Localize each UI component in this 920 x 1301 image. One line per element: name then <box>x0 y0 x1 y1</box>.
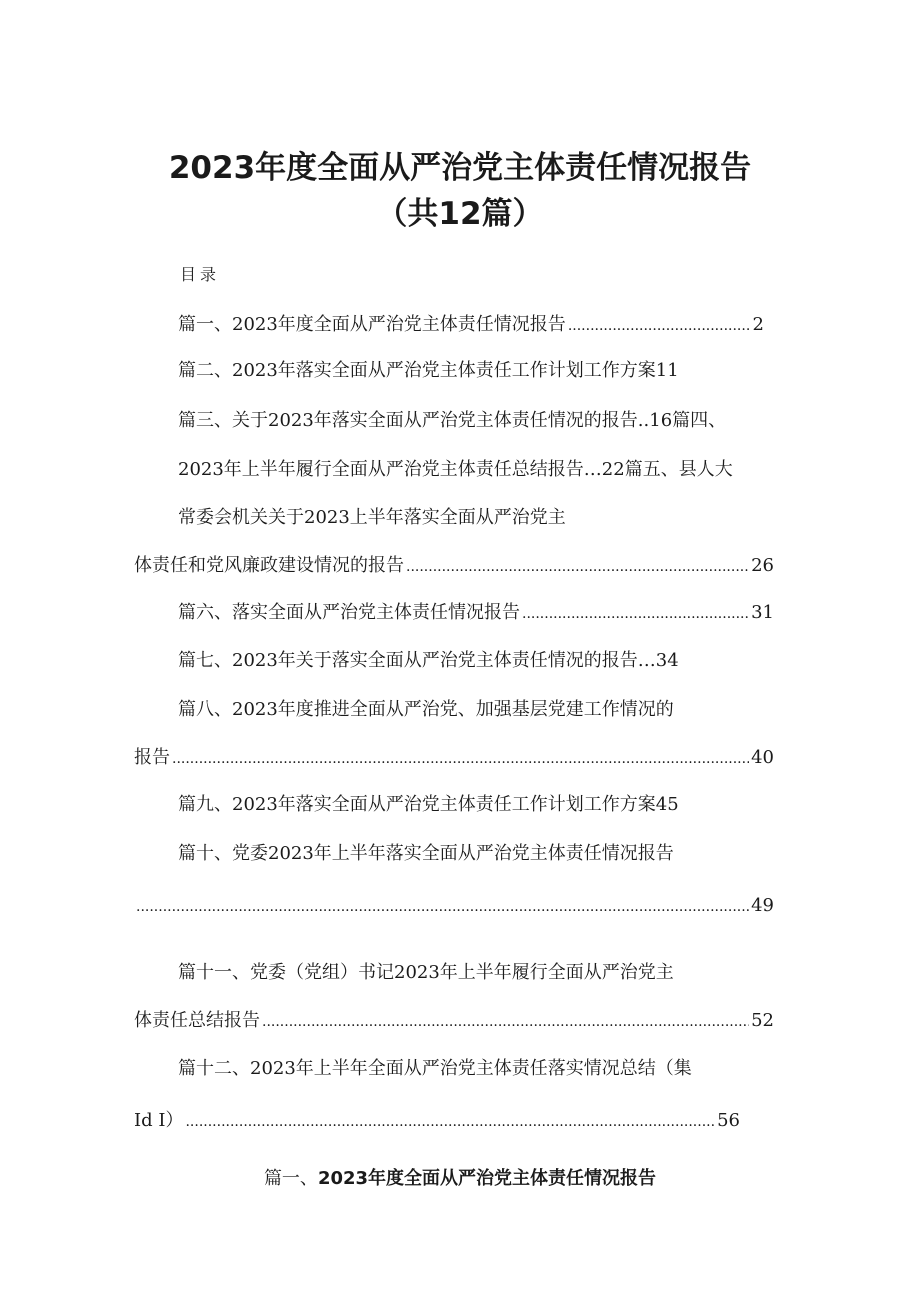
toc-leader-dots <box>406 554 749 580</box>
toc-entry-16: 篇十二、2023年上半年全面从严治党主体责任落实情况总结（集 <box>178 1058 692 1079</box>
document-title: 2023年度全面从严治党主体责任情况报告 <box>168 150 752 186</box>
toc-leader-dots <box>262 1009 749 1035</box>
section-prefix: 篇一、 <box>263 1168 318 1189</box>
section-title: 2023年度全面从严治党主体责任情况报告 <box>317 1168 657 1189</box>
toc-leader-dots <box>568 313 751 339</box>
document-subtitle: （共12篇） <box>376 196 544 232</box>
toc-entry-3: 篇三、关于2023年落实全面从严治党主体责任情况的报告..16篇四、 <box>178 410 727 431</box>
toc-entry-5: 常委会机关关于2023上半年落实全面从严治党主 <box>178 507 566 528</box>
toc-heading: 目录 <box>180 265 221 284</box>
toc-entry-text: 体责任总结报告 <box>134 1010 260 1031</box>
toc-entry-7 <box>178 600 774 627</box>
toc-page-number: 49 <box>751 895 774 916</box>
toc-entry-8: 篇七、2023年关于落实全面从严治党主体责任情况的报告…34 <box>178 650 679 671</box>
toc-page-number: 52 <box>751 1010 774 1031</box>
toc-entry-4: 2023年上半年履行全面从严治党主体责任总结报告…22篇五、县人大 <box>178 459 733 480</box>
toc-leader-dots <box>172 746 749 772</box>
toc-entry-13 <box>134 893 774 920</box>
toc-page-number: 40 <box>751 747 774 768</box>
toc-leader-dots <box>522 601 749 627</box>
toc-entry-17 <box>134 1108 740 1135</box>
toc-entry-11: 篇九、2023年落实全面从严治党主体责任工作计划工作方案45 <box>178 794 679 815</box>
toc-entry-9: 篇八、2023年度推进全面从严治党、加强基层党建工作情况的 <box>178 699 674 720</box>
toc-entry-15 <box>134 1008 774 1035</box>
toc-page-number: 56 <box>717 1110 740 1131</box>
toc-page-number: 26 <box>751 555 774 576</box>
toc-leader-dots <box>185 1109 715 1135</box>
toc-entry-12: 篇十、党委2023年上半年落实全面从严治党主体责任情况报告 <box>178 843 674 864</box>
toc-entry-1 <box>178 312 764 339</box>
toc-entry-2: 篇二、2023年落实全面从严治党主体责任工作计划工作方案11 <box>178 360 679 381</box>
toc-entry-14: 篇十一、党委（党组）书记2023年上半年履行全面从严治党主 <box>178 962 674 983</box>
toc-entry-text: 体责任和党风廉政建设情况的报告 <box>134 555 404 576</box>
toc-entry-text: Id I） <box>134 1110 184 1131</box>
toc-leader-dots <box>136 894 749 920</box>
toc-entry-10 <box>134 745 774 772</box>
toc-entry-text: 篇六、落实全面从严治党主体责任情况报告 <box>178 602 520 623</box>
toc-entry-text: 报告 <box>134 747 170 768</box>
toc-entry-text: 篇一、2023年度全面从严治党主体责任情况报告 <box>178 314 566 335</box>
toc-entry-6 <box>134 553 774 580</box>
toc-page-number: 2 <box>752 314 764 335</box>
toc-page-number: 31 <box>751 602 774 623</box>
section-heading <box>0 1166 920 1192</box>
